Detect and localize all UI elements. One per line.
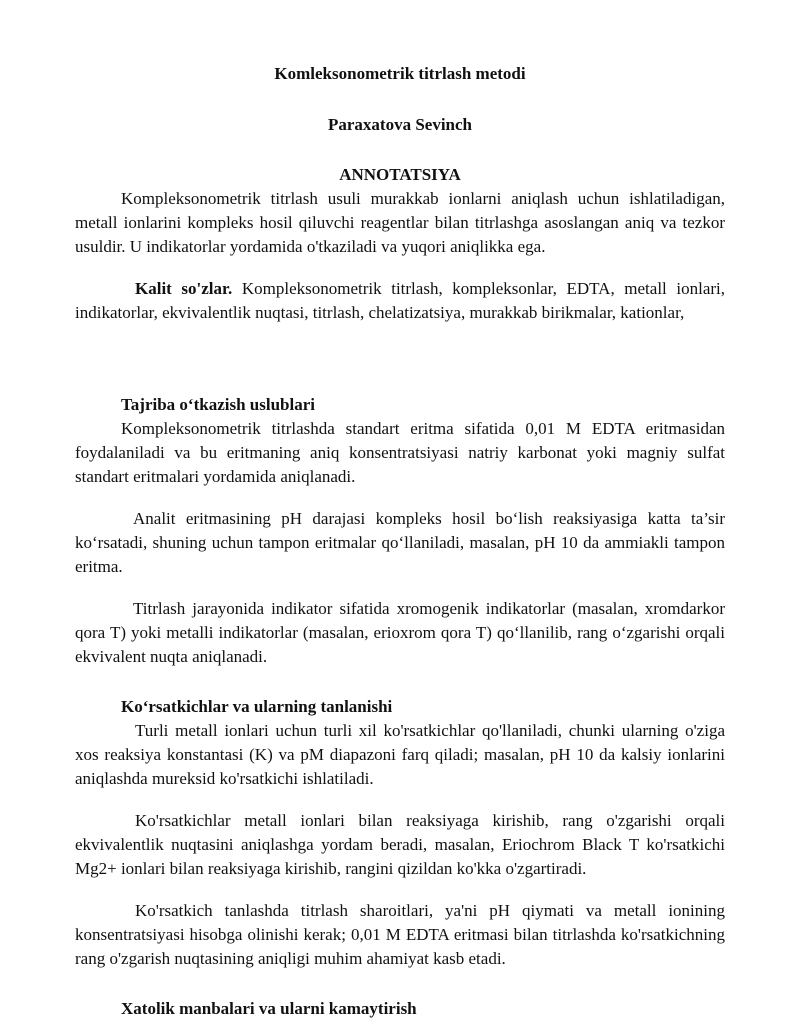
section-heading-errors: Xatolik manbalari va ularni kamaytirish <box>121 999 417 1018</box>
keywords-list: Kompleksonometrik titrlash, kompleksonlar, EDTA, metall ionlari, indikatorlar, ekvivalentlik nuqtasi, titrlash, chelatizatsiya, murakkab birikmalar, kationlar, <box>75 279 725 322</box>
methods-paragraph-1: Kompleksonometrik titrlashda standart eritma sifatida 0,01 M EDTA eritmasidan foydalaniladi va bu eritmaning aniq konsentratsiyasi natriy karbonat yoki magniy sulfat standart eritmalari yordamida aniqlanadi. <box>75 419 725 486</box>
author-name: Paraxatova Sevinch <box>327 115 473 134</box>
methods-paragraph-3: Titrlash jarayonida indikator sifatida xromogenik indikatorlar (masalan, xromdarkor qora T) yoki metalli indikatorlar (masalan, erioxrom qora T) qo‘llanilib, rang o‘zgarishi orqali ekvivalent nuqta aniqlanadi. <box>75 599 725 666</box>
indicators-paragraph-3: Ko'rsatkich tanlashda titrlash sharoitlari, ya'ni pH qiymati va metall ionining konsentratsiyasi hisobga olinishi kerak; 0,01 M EDTA eritmasi bilan titrlashda ko'rsatkichning rang o'zgarish nuqtasining aniqligi muhim ahamiyat kasb etadi. <box>75 901 725 968</box>
keywords-label: Kalit so'zlar. <box>135 279 233 298</box>
annotation-heading: ANNOTATSIYA <box>339 165 461 184</box>
indicators-paragraph-1: Turli metall ionlari uchun turli xil ko'rsatkichlar qo'llaniladi, chunki ularning o'ziga xos reaksiya konstantasi (K) va pM diapazoni farq qiladi; masalan, pH 10 da kalsiy ionlarini aniqlashda mureksid ko'rsatkichi ishlatiladi. <box>75 721 725 788</box>
section-heading-methods: Tajriba o‘tkazish uslublari <box>121 395 315 414</box>
document-page <box>75 62 725 1021</box>
document-title: Komleksonometrik titrlash metodi <box>274 64 526 83</box>
annotation-paragraph: Kompleksonometrik titrlash usuli murakkab ionlarni aniqlash uchun ishlatiladigan, metall ionlarini kompleks hosil qiluvchi reagentlar bilan titrlashga asoslangan aniq va tezkor usuldir. U indikatorlar yordamida o'tkaziladi va yuqori aniqlikka ega. <box>75 189 725 256</box>
indicators-paragraph-2: Ko'rsatkichlar metall ionlari bilan reaksiyaga kirishib, rang o'zgarishi orqali ekvivalentlik nuqtasini aniqlashga yordam beradi, masalan, Eriochrom Black T ko'rsatkichi Mg2+ ionlari bilan reaksiyaga kirishib, rangini qizildan ko'kka o'zgartiradi. <box>75 811 725 878</box>
section-heading-indicators: Ko‘rsatkichlar va ularning tanlanishi <box>121 697 393 716</box>
methods-paragraph-2: Analit eritmasining pH darajasi kompleks hosil bo‘lish reaksiyasiga katta ta’sir ko‘rsatadi, shuning uchun tampon eritmalar qo‘llaniladi, masalan, pH 10 da ammiakli tampon eritma. <box>75 509 725 576</box>
keywords-paragraph <box>75 277 725 325</box>
